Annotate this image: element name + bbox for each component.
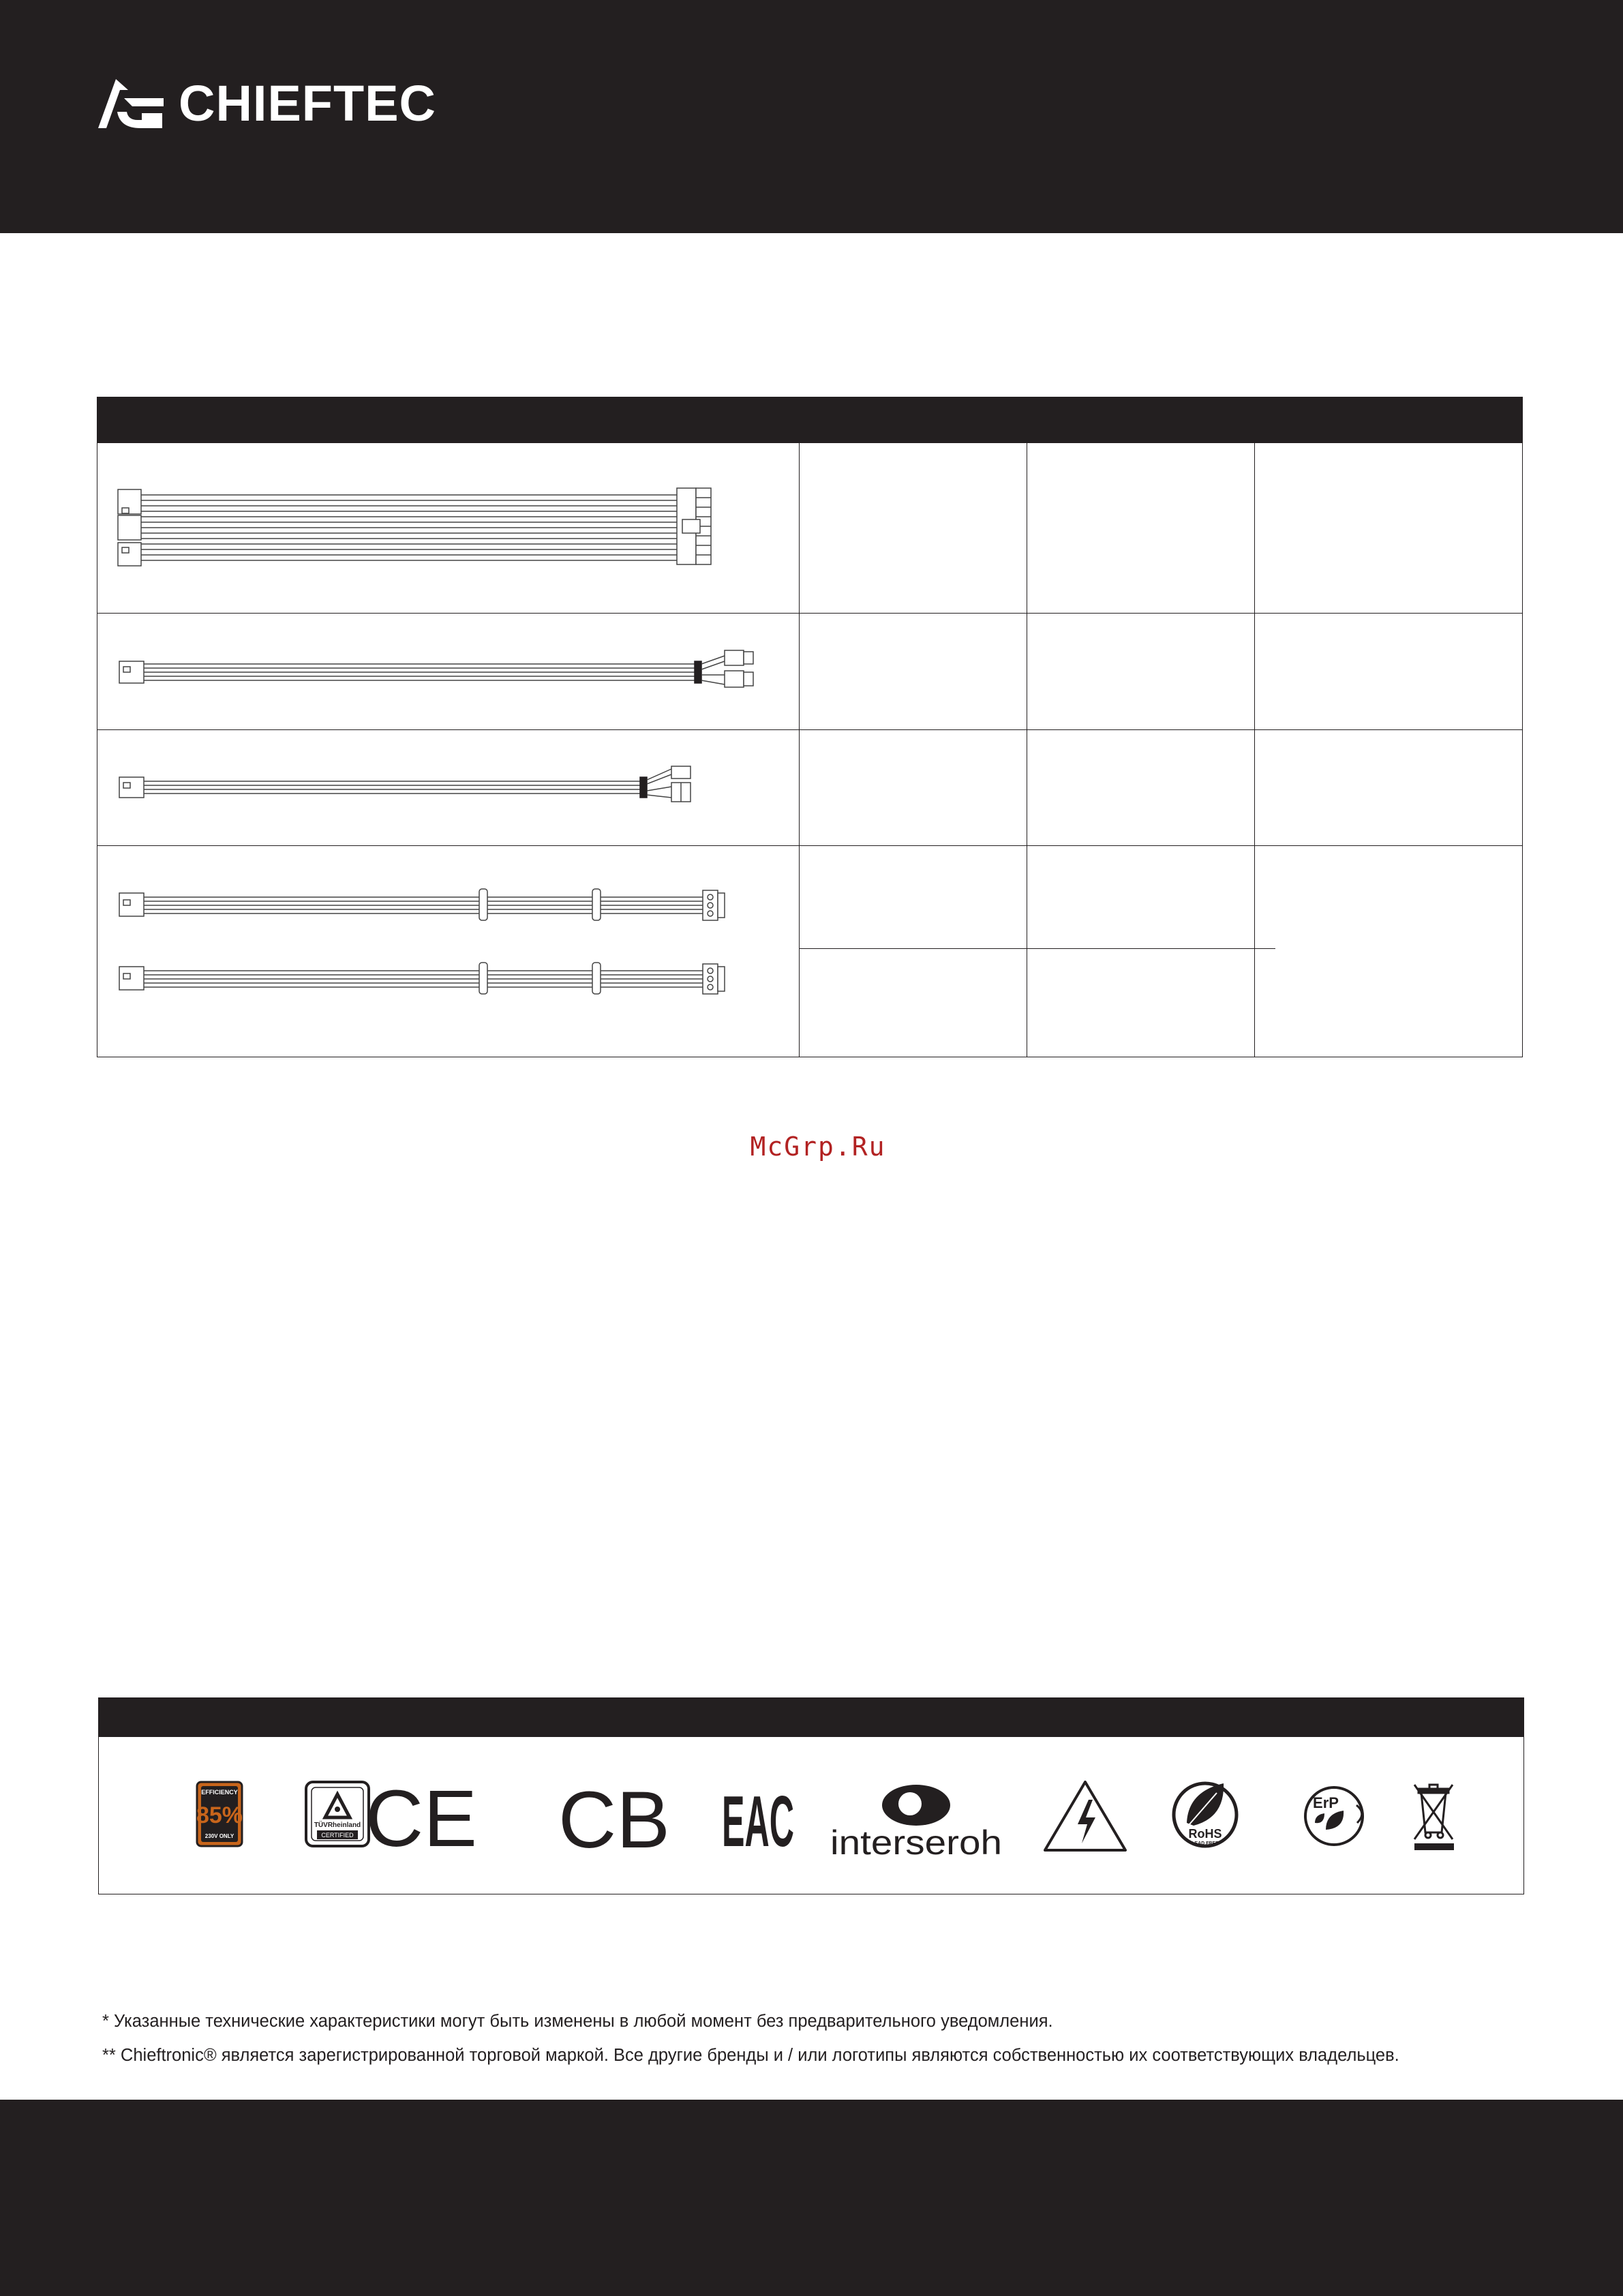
cable-table-header — [97, 397, 1523, 443]
brand-name: CHIEFTEC — [179, 75, 436, 132]
peripheral-chained-cables-drawing — [119, 889, 725, 994]
pcie-6plus2pin-cable-drawing — [119, 650, 753, 687]
cb-mark-icon: CB — [558, 1775, 670, 1865]
cable-drawings — [97, 443, 800, 1057]
brand-logo — [97, 76, 436, 131]
efficiency-85-icon — [196, 1782, 243, 1846]
chieftec-logo-icon — [97, 78, 165, 130]
efficiency-bottom-label: 230V ONLY — [204, 1833, 234, 1839]
certifications-body — [98, 1737, 1524, 1894]
rohs-label: RoHS — [1188, 1827, 1222, 1841]
row-divider — [800, 948, 1275, 949]
column-divider — [1254, 443, 1255, 1057]
watermark-text: McGrp.Ru — [750, 1132, 886, 1162]
ce-mark-icon: CE — [365, 1774, 477, 1864]
certifications-header — [98, 1697, 1524, 1737]
tuv-line2: CERTIFIED — [321, 1832, 354, 1839]
high-voltage-warning-icon — [1045, 1782, 1125, 1850]
certification-logos — [99, 1737, 1523, 1894]
erp-label: ErP — [1313, 1794, 1339, 1811]
footnote-specs-disclaimer: * Указанные технические характеристики могут быть изменены в любой момент без предварительного уведомления. — [102, 2012, 1053, 2031]
tuv-line1: TÜVRheinland — [314, 1822, 361, 1829]
efficiency-value: 85% — [196, 1802, 243, 1828]
rohs-sublabel: LEAD FREE — [1192, 1841, 1219, 1846]
erp-icon — [1305, 1787, 1363, 1845]
header-band — [0, 0, 1623, 233]
footnote-trademark: ** Chieftronic® является зарегистрированной торговой маркой. Все другие бренды и / или логотипы являются собственностью их соответствующих владельцев. — [102, 2046, 1399, 2065]
cable-table-body — [97, 443, 1523, 1057]
eac-mark-icon: EAC — [722, 1781, 794, 1862]
footnotes — [102, 2004, 1534, 2072]
footer-band — [0, 2100, 1623, 2296]
weee-bin-icon — [1414, 1785, 1454, 1850]
efficiency-top-label: EFFICIENCY — [201, 1789, 238, 1796]
interseroh-wordmark: interseroh — [830, 1824, 1002, 1862]
cpu-4plus4pin-cable-drawing — [119, 766, 691, 802]
rohs-leaf-icon — [1174, 1783, 1237, 1846]
interseroh-logo-icon — [830, 1785, 1002, 1862]
cable-table — [97, 397, 1523, 1057]
tuv-certified-icon — [306, 1782, 369, 1846]
atx-24pin-cable-drawing — [118, 488, 711, 566]
certifications-panel — [98, 1697, 1524, 1894]
